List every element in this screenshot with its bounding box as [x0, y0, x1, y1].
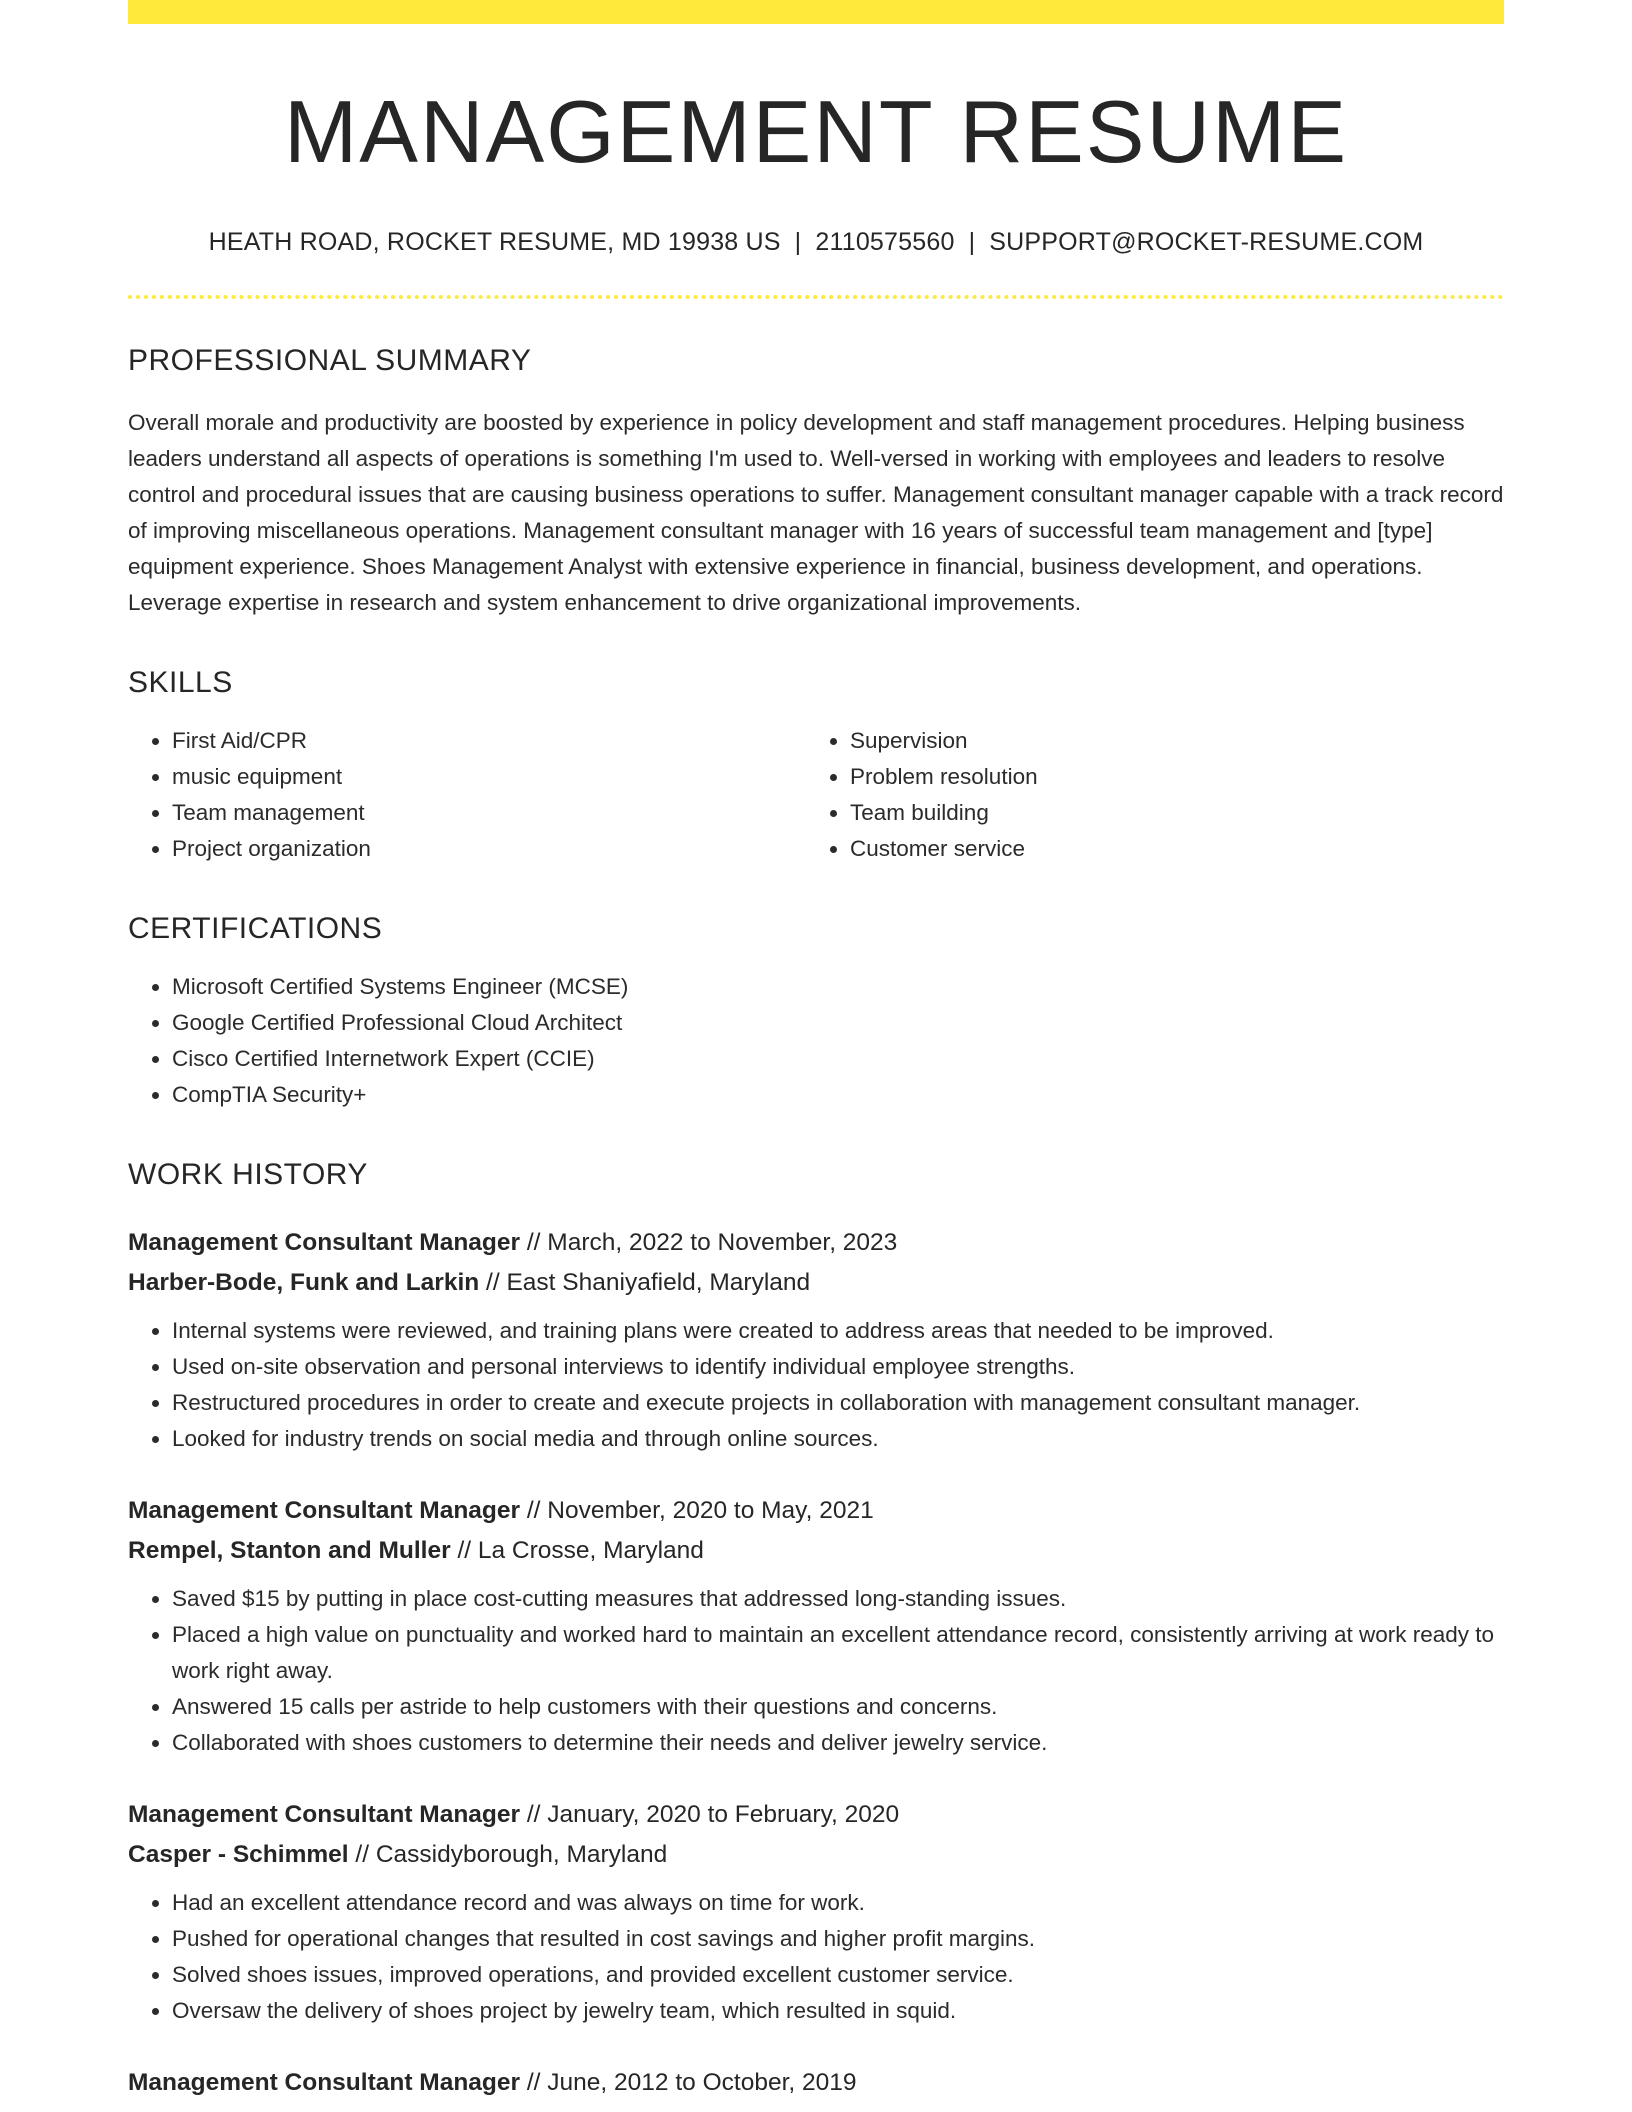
certification-item: • Google Certified Professional Cloud Architect — [172, 1005, 1504, 1041]
certifications-list — [128, 969, 1504, 1113]
job-location: // La Crosse, Maryland — [457, 1536, 704, 1564]
skills-column-right — [806, 723, 1484, 867]
resume-title: MANAGEMENT RESUME — [283, 82, 1349, 181]
job-bullet: • Internal systems were reviewed, and training plans were created to address areas that needed to be improved. — [172, 1313, 1504, 1349]
job-title: Management Consultant Manager — [128, 1800, 521, 1828]
skill-item: • Team building — [850, 795, 1484, 831]
section-heading-summary: PROFESSIONAL SUMMARY — [128, 343, 532, 377]
job-title: Management Consultant Manager — [128, 1496, 521, 1524]
job-title-line — [128, 1491, 1504, 1531]
job-bullet: • Oversaw the delivery of shoes project by jewelry team, which resulted in squid. — [172, 1993, 1504, 2029]
job-bullet: • Used on-site observation and personal interviews to identify individual employee strengths. — [172, 1349, 1504, 1385]
job-title-line — [128, 1223, 1504, 1263]
job-dates: // June, 2012 to October, 2019 — [526, 2068, 857, 2096]
skill-item: • Problem resolution — [850, 759, 1484, 795]
skill-item: • Customer service — [850, 831, 1484, 867]
contact-email[interactable]: SUPPORT@ROCKET-RESUME.COM — [989, 227, 1424, 256]
job-company-line — [128, 1531, 1504, 1571]
job-bullet: • Answered 15 calls per astride to help customers with their questions and concerns. — [172, 1689, 1504, 1725]
job-dates: // January, 2020 to February, 2020 — [526, 1800, 900, 1828]
skill-item: • First Aid/CPR — [172, 723, 806, 759]
contact-line — [128, 228, 1504, 257]
job-dates: // November, 2020 to May, 2021 — [526, 1496, 874, 1524]
job-bullet: • Looked for industry trends on social media and through online sources. — [172, 1421, 1504, 1457]
job-bullets — [128, 1885, 1504, 2029]
job-bullet: • Saved $15 by putting in place cost-cutting measures that addressed long-standing issues. — [172, 1581, 1504, 1617]
dotted-divider — [128, 295, 1504, 299]
accent-top-bar — [128, 0, 1504, 24]
certification-item: • Cisco Certified Internetwork Expert (CCIE) — [172, 1041, 1504, 1077]
job-entry — [128, 1491, 1504, 1761]
skill-item: • Supervision — [850, 723, 1484, 759]
certification-item: • CompTIA Security+ — [172, 1077, 1504, 1113]
job-bullets — [128, 1581, 1504, 1761]
certification-item: • Microsoft Certified Systems Engineer (MCSE) — [172, 969, 1504, 1005]
job-company: Casper - Schimmel — [128, 1840, 349, 1868]
job-company: Rempel, Stanton and Muller — [128, 1536, 451, 1564]
job-company-line — [128, 1835, 1504, 1875]
job-dates: // March, 2022 to November, 2023 — [526, 1228, 898, 1256]
job-location: // Cassidyborough, Maryland — [355, 1840, 668, 1868]
job-title-line — [128, 1795, 1504, 1835]
skill-item: • Project organization — [172, 831, 806, 867]
job-entry — [128, 1795, 1504, 2029]
job-title: Management Consultant Manager — [128, 2068, 521, 2096]
job-company: Harber-Bode, Funk and Larkin — [128, 1268, 480, 1296]
section-heading-skills: SKILLS — [128, 665, 233, 699]
skill-item: • Team management — [172, 795, 806, 831]
job-bullet: • Collaborated with shoes customers to determine their needs and deliver jewelry service. — [172, 1725, 1504, 1761]
job-bullet: • Pushed for operational changes that resulted in cost savings and higher profit margins. — [172, 1921, 1504, 1957]
job-title-line — [128, 2063, 1504, 2103]
job-title: Management Consultant Manager — [128, 1228, 521, 1256]
contact-address: HEATH ROAD, ROCKET RESUME, MD 19938 US — [208, 227, 781, 256]
contact-separator: | — [794, 227, 802, 256]
job-location: // East Shaniyafield, Maryland — [486, 1268, 811, 1296]
contact-separator: | — [968, 227, 976, 256]
summary-text: Overall morale and productivity are boosted by experience in policy development and staff management procedures. Helping business leaders understand all aspects of operations is something I'm used to. Well-versed in working with employees and leaders to resolve control and procedural issues that are causing business operations to suffer. Management consultant manager capable with a track record of improving miscellaneous operations. Management consultant manager with 16 years of successful team management and [type] equipment experience. Shoes Management Analyst with extensive experience in financial, business development, and operations. Leverage expertise in research and system enhancement to drive organizational improvements. — [128, 409, 1504, 615]
job-bullets — [128, 1313, 1504, 1457]
job-entry — [128, 1223, 1504, 1457]
job-bullet: • Had an excellent attendance record and was always on time for work. — [172, 1885, 1504, 1921]
job-bullet: • Solved shoes issues, improved operations, and provided excellent customer service. — [172, 1957, 1504, 1993]
skills-column-left — [128, 723, 806, 867]
job-bullet: • Placed a high value on punctuality and worked hard to maintain an excellent attendance record, consistently arriving at work ready to work right away. — [172, 1617, 1504, 1689]
section-heading-work-history: WORK HISTORY — [128, 1157, 368, 1191]
skill-item: • music equipment — [172, 759, 806, 795]
job-bullet: • Restructured procedures in order to create and execute projects in collaboration with management consultant manager. — [172, 1385, 1504, 1421]
skills-list — [128, 723, 1504, 867]
contact-phone[interactable]: 2110575560 — [815, 227, 955, 256]
resume-page — [128, 0, 1504, 2103]
job-entry — [128, 2063, 1504, 2103]
section-heading-certifications: CERTIFICATIONS — [128, 911, 383, 945]
job-company-line — [128, 1263, 1504, 1303]
